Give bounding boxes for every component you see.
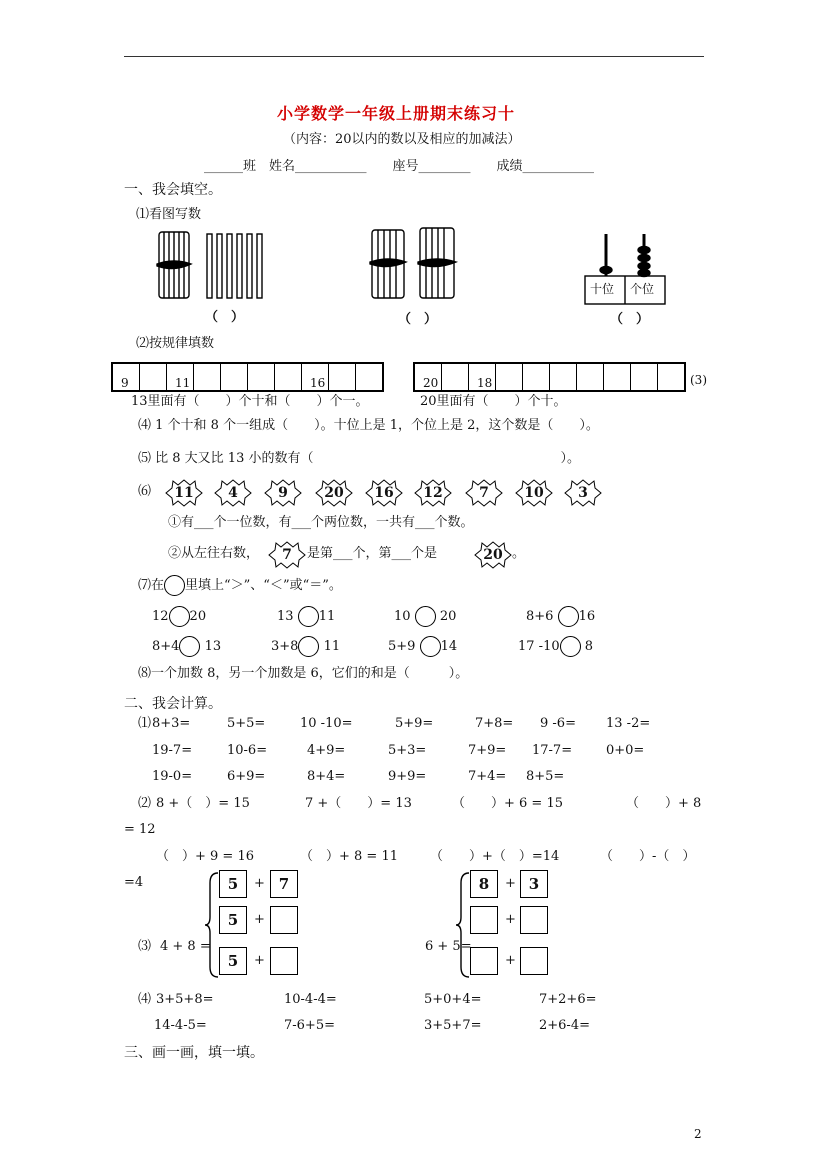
answer-box[interactable] <box>270 906 298 934</box>
calc-item: 19-0= <box>152 769 193 784</box>
fill-blank-item: （ ）+（ ）=14 <box>430 849 560 864</box>
q3-label: ⑶ <box>138 939 152 954</box>
calc-item: 3+5+8= <box>156 992 214 1007</box>
calc-item: 2+6-4= <box>539 1018 590 1033</box>
plus-sign: + <box>254 912 265 927</box>
seq2-cell[interactable] <box>658 364 684 390</box>
seq1-cell[interactable]: 11 <box>167 364 194 390</box>
q6-line-2a: ②从左往右数， <box>168 546 260 561</box>
compare-circle[interactable] <box>558 606 579 627</box>
answer-box[interactable]: 5 <box>219 870 247 898</box>
fill-blank-item: （ ）-（ ） <box>600 849 696 864</box>
seq1-cell[interactable] <box>221 364 248 390</box>
answer-box[interactable] <box>270 947 298 975</box>
answer-box[interactable] <box>520 947 548 975</box>
q6-line-1: ①有___个一位数，有___个两位数，一共有___个数。 <box>168 515 474 530</box>
q8-text: ⑻一个加数 8，另一个加数是 6，它们的和是（ ）。 <box>138 666 469 681</box>
compare-circle[interactable] <box>179 636 200 657</box>
star-number: 4 <box>214 479 252 507</box>
abacus-tens-label: 十位 <box>590 282 615 296</box>
q4-label: ⑷ <box>138 992 152 1007</box>
star-number: 11 <box>165 479 203 507</box>
calc-item: 19-7= <box>152 743 193 758</box>
q7-item: 8+6 16 <box>526 606 595 627</box>
q1-blank-3[interactable]: （ ） <box>610 312 650 327</box>
compare-circle[interactable] <box>169 606 190 627</box>
q7-item: 10 20 <box>394 606 456 627</box>
fill-blank-item: 7 +（ ）= 13 <box>305 796 412 811</box>
seq2-cell[interactable] <box>577 364 604 390</box>
seq1-cell[interactable] <box>140 364 167 390</box>
q2-label: ⑵按规律填数 <box>136 336 215 351</box>
calc-item: 7+4= <box>468 769 507 784</box>
seq2-cell[interactable] <box>550 364 577 390</box>
calc-item: 7+9= <box>468 743 507 758</box>
abacus-ones-label: 个位 <box>630 282 655 296</box>
page-number: 2 <box>694 1127 702 1141</box>
answer-box[interactable]: 5 <box>219 906 247 934</box>
q6-line-2b: 是第___个，第___个是 <box>307 546 438 561</box>
seq1-cell[interactable] <box>194 364 221 390</box>
calc-item: 10-6= <box>227 743 268 758</box>
calc-item: 10-4-4= <box>284 992 337 1007</box>
seq2-cell[interactable]: 18 <box>469 364 496 390</box>
calc-item: 8+5= <box>526 769 565 784</box>
section-1-heading: 一、我会填空。 <box>124 182 222 198</box>
answer-box[interactable]: 5 <box>219 947 247 975</box>
calc-item: 13 -2= <box>606 716 651 731</box>
q1-label: ⑴看图写数 <box>136 207 202 222</box>
top-rule <box>124 56 704 57</box>
fill-blank-item: （ ）+ 6 = 15 <box>452 796 563 811</box>
q7-item: 5+9 14 <box>388 636 457 657</box>
q3-right: 20里面有（ ）个十。 <box>420 394 567 409</box>
fill-blank-wrap: = 12 <box>124 822 156 837</box>
seq1-cell[interactable] <box>248 364 275 390</box>
left-brace-icon <box>204 871 220 979</box>
compare-circle[interactable] <box>560 636 581 657</box>
calc-item: 7+8= <box>475 716 514 731</box>
seq1-cell[interactable] <box>275 364 302 390</box>
star-number: 7 <box>465 479 503 507</box>
seq1-cell[interactable]: 16 <box>302 364 329 390</box>
section-2-heading: 二、我会计算。 <box>124 696 222 712</box>
star-number: 20 <box>315 479 353 507</box>
calc-item: 5+5= <box>227 716 266 731</box>
stick-bundle-picture-1 <box>155 228 270 303</box>
q3-left: 13里面有（ ）个十和（ ）个一。 <box>131 394 369 409</box>
q7-item: 13 11 <box>277 606 335 627</box>
compare-circle[interactable] <box>298 636 319 657</box>
q6-label: ⑹ <box>138 484 152 499</box>
calc-item: 5+0+4= <box>424 992 482 1007</box>
calc-item: 7-6+5= <box>284 1018 335 1033</box>
star-number: 20 <box>474 541 512 569</box>
q7-item: 12 20 <box>152 606 206 627</box>
seq2-cell[interactable] <box>631 364 658 390</box>
section-3-heading: 三、画一画，填一填。 <box>124 1045 264 1061</box>
calc-item: 8+3= <box>152 716 191 731</box>
answer-box[interactable]: 3 <box>520 870 548 898</box>
plus-sign: + <box>505 953 516 968</box>
stick-bundle-picture-2 <box>368 224 463 304</box>
calc-item: 6+9= <box>227 769 266 784</box>
fill-blank-item: （ ）+ 8 <box>626 796 702 811</box>
calc-item: 10 -10= <box>300 716 353 731</box>
sequence-row-1 <box>111 362 384 392</box>
page-subtitle: （内容：20以内的数以及相应的加减法） <box>283 132 521 147</box>
star-number: 7 <box>268 541 306 569</box>
star-number: 16 <box>365 479 403 507</box>
compare-circle[interactable] <box>415 606 436 627</box>
answer-box[interactable] <box>470 906 498 934</box>
seq2-cell[interactable]: 20 <box>415 364 442 390</box>
calc-item: 7+2+6= <box>539 992 597 1007</box>
q6-line-2c: 。 <box>512 546 526 561</box>
compare-circle[interactable] <box>420 636 441 657</box>
q7-item: 8+4 13 <box>152 636 221 657</box>
fill-blank-wrap: =4 <box>124 875 144 890</box>
q1-blank-1[interactable]: （ ） <box>205 310 245 325</box>
q3-left-expression: 4 + 8 = <box>160 939 211 954</box>
answer-box[interactable]: 8 <box>470 870 498 898</box>
plus-sign: + <box>505 912 516 927</box>
student-info-line: ______班 姓名___________ 座号________ 成绩___________ <box>204 159 595 174</box>
calc-item: 5+3= <box>388 743 427 758</box>
calc-item: 8+4= <box>307 769 346 784</box>
compare-circle[interactable] <box>298 606 319 627</box>
fill-blank-item: （ ）+ 8 = 11 <box>300 849 398 864</box>
seq2-cell[interactable] <box>496 364 523 390</box>
right-brace-icon <box>455 871 471 979</box>
calc-label: ⑴ <box>138 716 152 731</box>
seq1-cell[interactable] <box>329 364 356 390</box>
calc-item: 3+5+7= <box>424 1018 482 1033</box>
plus-sign: + <box>505 876 516 891</box>
star-number: 10 <box>515 479 553 507</box>
q7-item: 3+8 11 <box>271 636 340 657</box>
answer-box[interactable] <box>520 906 548 934</box>
calc-item: 5+9= <box>395 716 434 731</box>
seq2-cell[interactable] <box>442 364 469 390</box>
calc-item: 9 -6= <box>540 716 576 731</box>
fill-blank-item: 8 +（ ）= 15 <box>156 796 250 811</box>
q7-item: 17 -10 8 <box>518 636 593 657</box>
compare-circle-icon <box>164 575 185 596</box>
plus-sign: + <box>254 876 265 891</box>
seq2-cell[interactable] <box>604 364 631 390</box>
sequence-row-2 <box>413 362 686 392</box>
calc-item: 9+9= <box>388 769 427 784</box>
seq2-cell[interactable] <box>523 364 550 390</box>
calc-item: 17-7= <box>532 743 573 758</box>
q4-text: ⑷ 1 个十和 8 个一组成（ ）。十位上是 1，个位上是 2，这个数是（ ）。 <box>138 418 599 433</box>
star-number: 9 <box>264 479 302 507</box>
calc-item: 14-4-5= <box>154 1018 207 1033</box>
q3-number: (3) <box>690 373 707 387</box>
q3-right-expression: 6 + 5= <box>425 939 472 954</box>
q1-blank-2[interactable]: （ ） <box>398 312 438 327</box>
plus-sign: + <box>254 953 265 968</box>
page-title: 小学数学一年级上册期末练习十 <box>277 104 516 123</box>
seq1-cell[interactable]: 9 <box>113 364 140 390</box>
seq1-cell[interactable] <box>356 364 382 390</box>
calc-item: 0+0= <box>606 743 645 758</box>
q7-instruction: ⑺在 里填上“＞”、“＜”或“＝”。 <box>138 575 342 596</box>
q5-text: ⑸ 比 8 大又比 13 小的数有（ ）。 <box>138 451 580 466</box>
answer-box[interactable] <box>470 947 498 975</box>
answer-box[interactable]: 7 <box>270 870 298 898</box>
star-number: 3 <box>564 479 602 507</box>
fill-blank-item: （ ）+ 9 = 16 <box>156 849 254 864</box>
calc-item: 4+9= <box>307 743 346 758</box>
star-number: 12 <box>414 479 452 507</box>
q2-label: ⑵ <box>138 796 152 811</box>
